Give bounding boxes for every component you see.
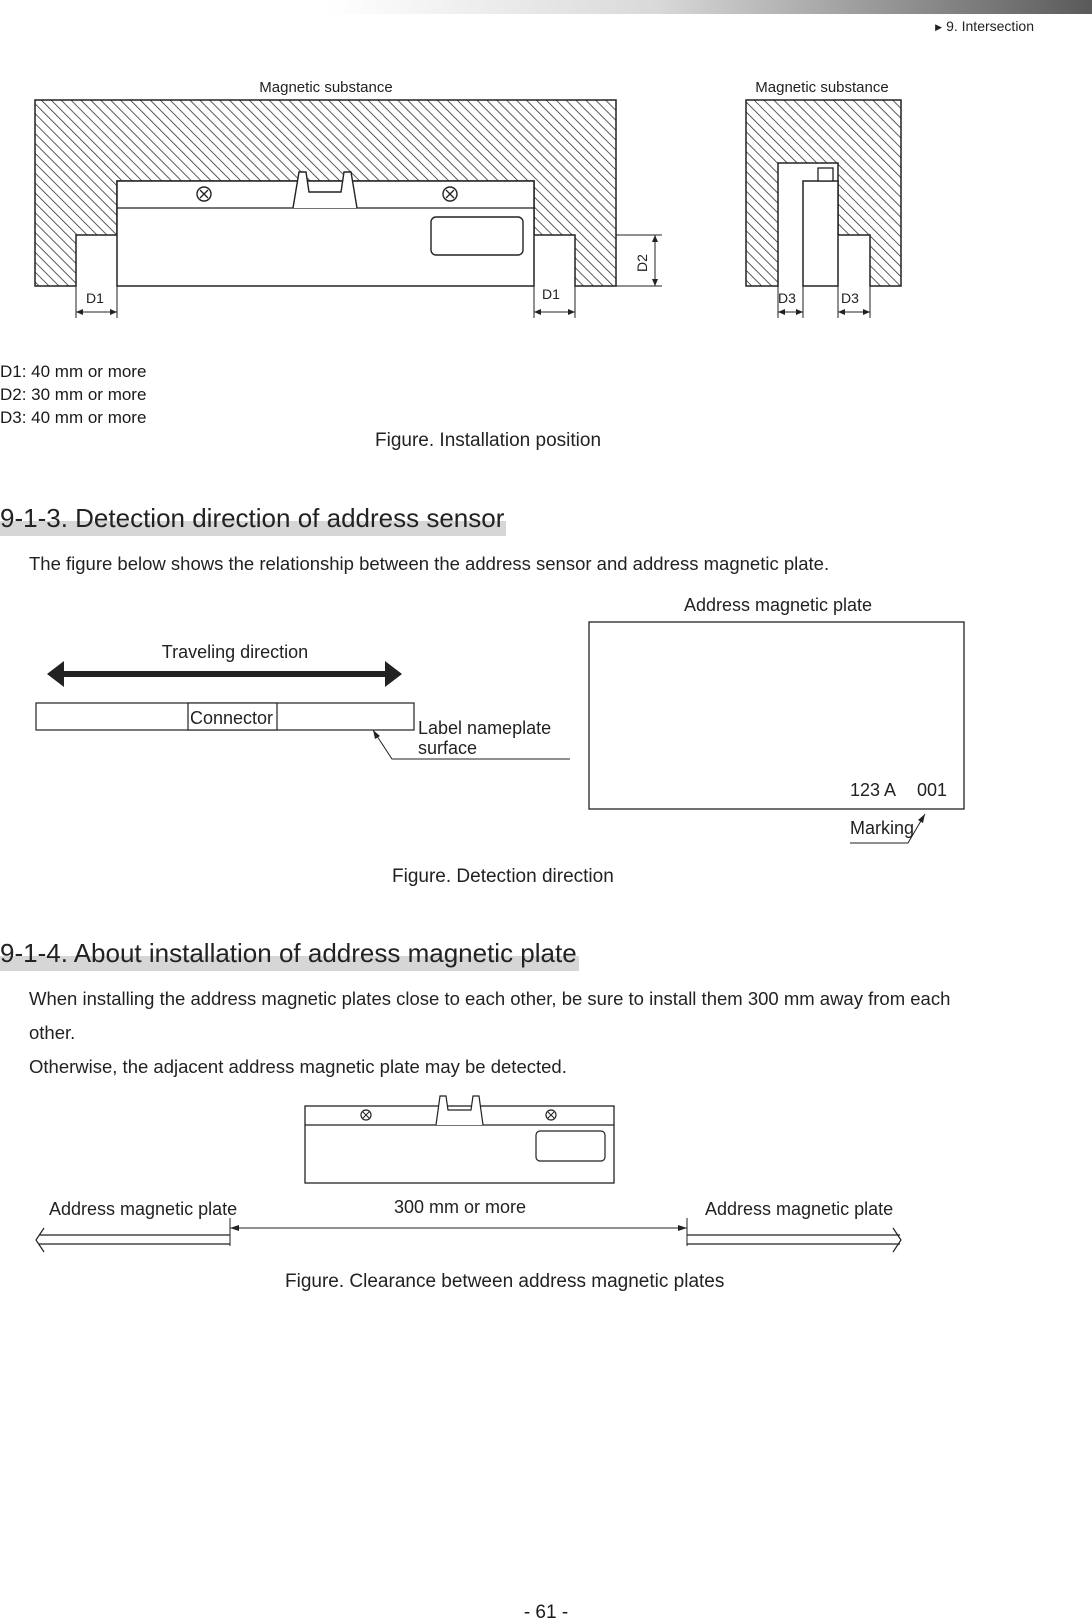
sensor-side-view (803, 181, 838, 286)
address-plate-label: Address magnetic plate (683, 595, 873, 615)
connector-label: Connector (190, 708, 274, 728)
plate-strip-right (687, 1228, 901, 1252)
section-heading-914: 9-1-4. About installation of address magnetic plate (0, 938, 579, 971)
d3-label-right: D3 (841, 290, 859, 306)
connector-bracket-icon-small (436, 1096, 483, 1125)
breadcrumb-label: 9. Intersection (946, 18, 1034, 34)
label-window-small (536, 1131, 605, 1161)
d2-label: D2 (634, 254, 650, 272)
header-bar (0, 0, 1092, 14)
section-914-text-line3: Otherwise, the adjacent address magnetic plate may be detected. (29, 1056, 567, 1077)
distance-label: 300 mm or more (393, 1197, 527, 1217)
clearance-diagram (0, 1090, 1092, 1260)
caption-clearance: Figure. Clearance between address magnetic plates (285, 1271, 725, 1292)
dimension-d1: D1: 40 mm or more (0, 362, 147, 381)
magnetic-substance-label-right: Magnetic substance (755, 79, 889, 96)
marking-code: 123 A (850, 780, 897, 800)
label-nameplate-line2: surface (418, 738, 478, 758)
triangle-right-icon: ▶ (935, 22, 943, 32)
plate-strip-left (36, 1228, 230, 1252)
detection-direction-diagram (0, 590, 1092, 850)
dimension-d3: D3: 40 mm or more (0, 408, 147, 427)
caption-detection-direction: Figure. Detection direction (392, 866, 614, 887)
magnetic-substance-label-left: Magnetic substance (259, 79, 393, 96)
breadcrumb (935, 18, 1034, 34)
plate-label-left: Address magnetic plate (49, 1199, 238, 1219)
section-heading-913: 9-1-3. Detection direction of address sensor (0, 503, 506, 536)
marking-label: Marking (850, 818, 915, 838)
address-magnetic-plate (589, 622, 964, 809)
d3-label-left: D3 (778, 290, 796, 306)
section-914-text-line1: When installing the address magnetic plates close to each other, be sure to install them 300 mm away from each (29, 988, 951, 1009)
marking-number: 001 (917, 780, 948, 800)
dimension-list (0, 360, 146, 429)
page-number: - 61 - (523, 1602, 569, 1623)
d1-label-right: D1 (542, 286, 560, 302)
section-914-text-line2: other. (29, 1022, 76, 1043)
plate-label-right: Address magnetic plate (705, 1199, 894, 1219)
label-nameplate-line1: Label nameplate (418, 718, 552, 738)
sensor-side-connector (818, 168, 833, 181)
installation-position-diagram (0, 70, 1092, 330)
d1-label-left: D1 (86, 290, 104, 306)
section-913-text: The figure below shows the relationship between the address sensor and address magnetic plate. (29, 553, 830, 574)
caption-installation-position: Figure. Installation position (375, 430, 602, 451)
label-window (431, 217, 523, 255)
dimension-d2: D2: 30 mm or more (0, 385, 147, 404)
traveling-direction-label: Traveling direction (161, 642, 309, 662)
